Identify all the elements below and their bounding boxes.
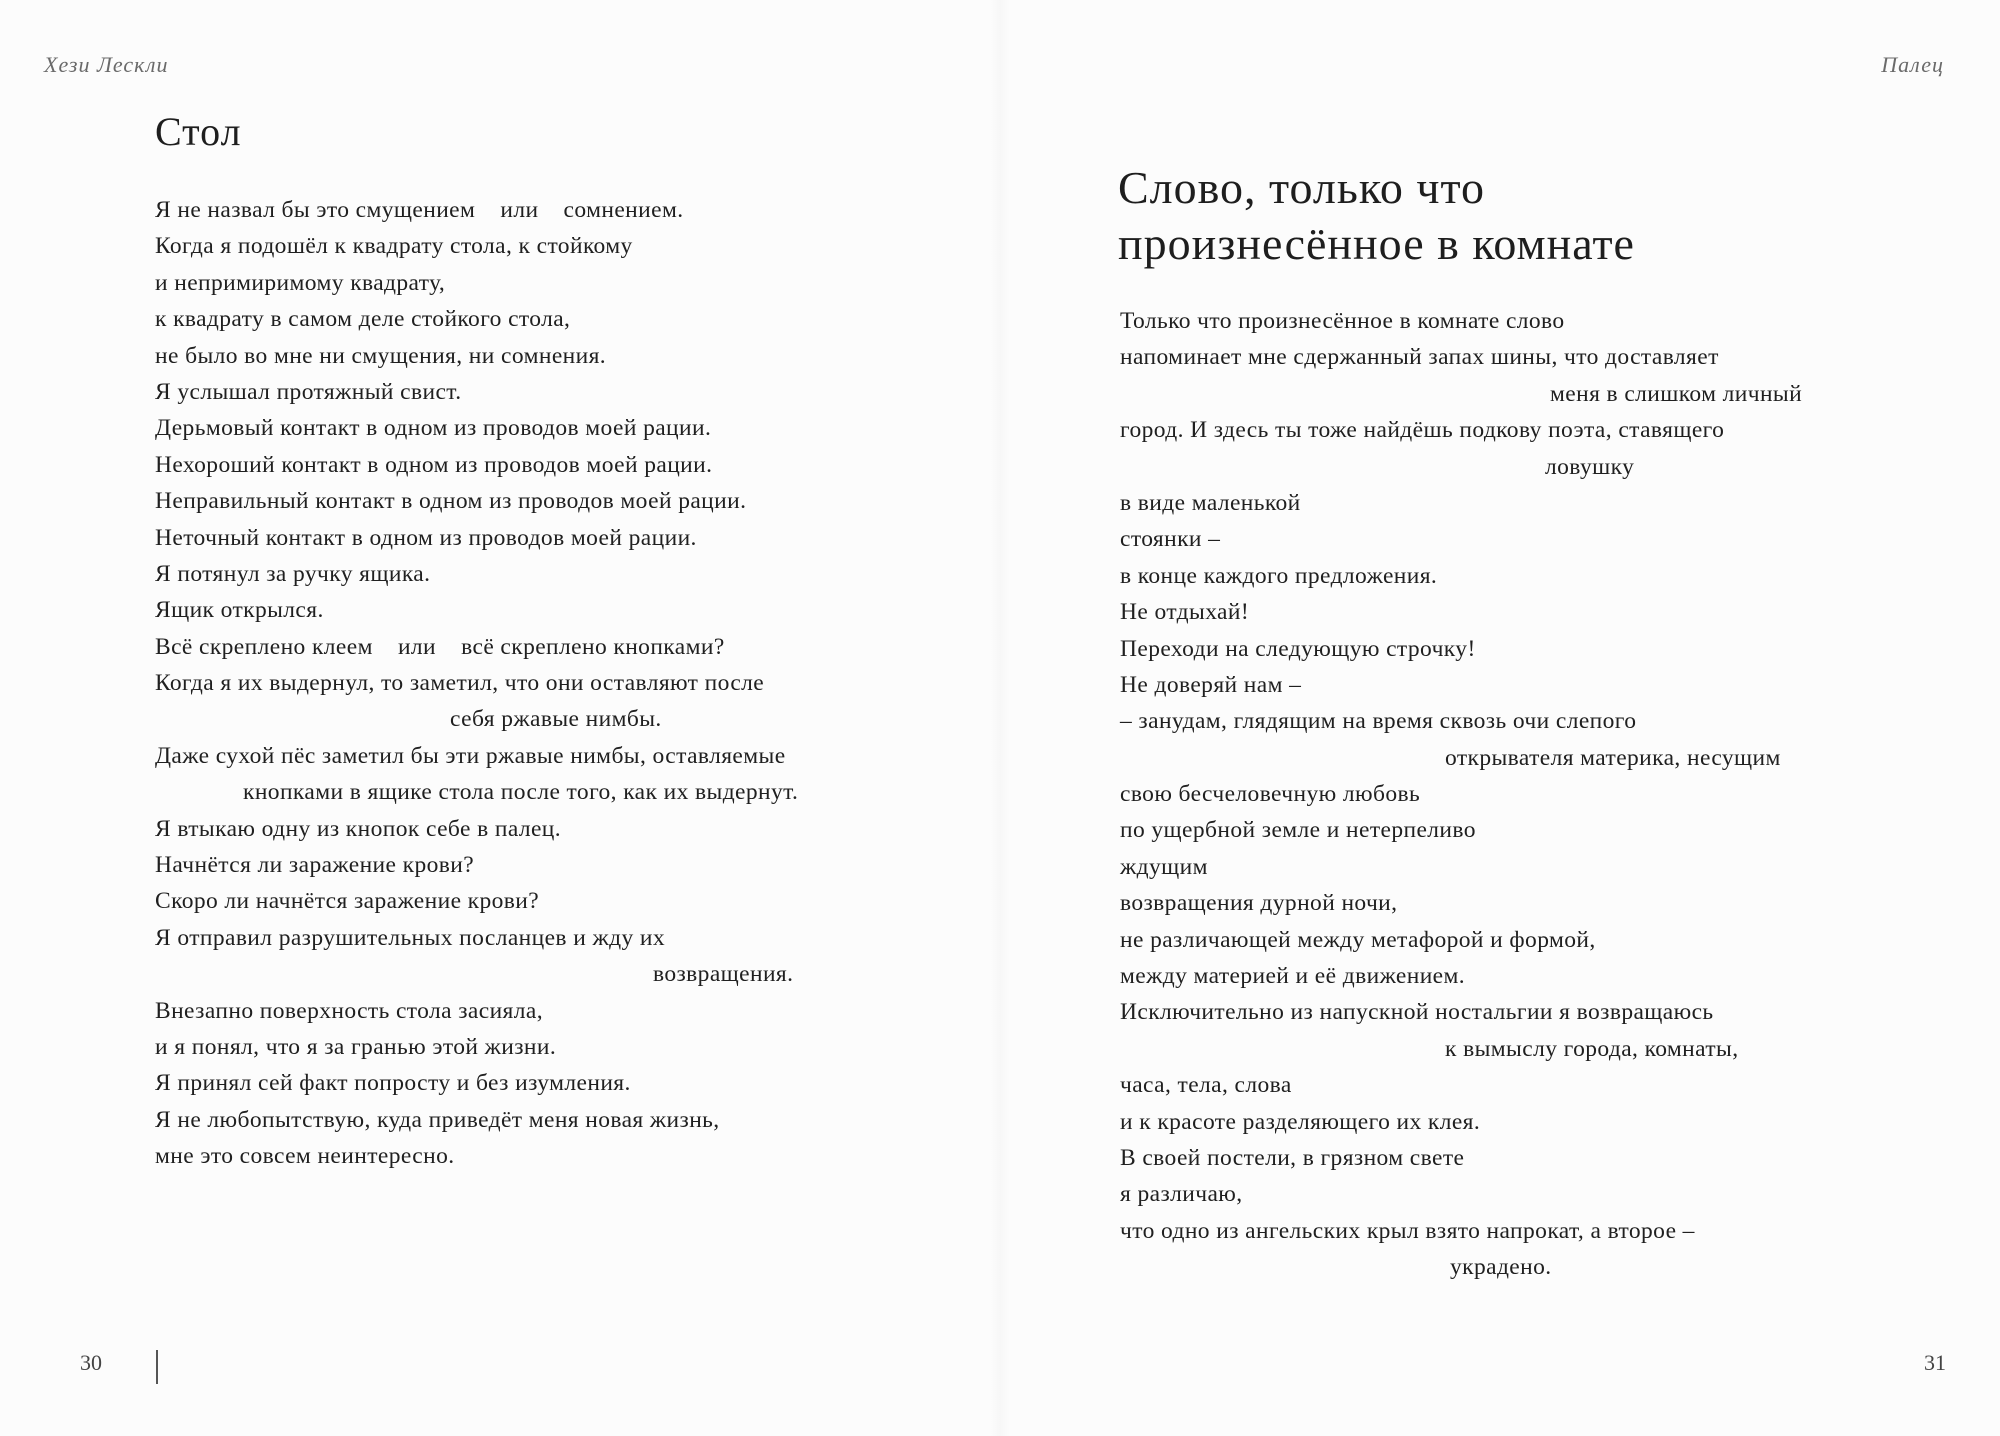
poem-line: не было во мне ни смущения, ни сомнения. (155, 342, 607, 369)
poem-line: кнопками в ящике стола после того, как их выдернут. (243, 779, 799, 806)
poem-line: Исключительно из напускной ностальгии я возвращаюсь (1120, 999, 1714, 1026)
poem-line: часа, тела, слова (1120, 1072, 1292, 1099)
poem-line: Когда я их выдернул, то заметил, что они оставляют после (155, 670, 765, 697)
poem-line: по ущербной земле и нетерпеливо (1120, 817, 1476, 844)
right-page (1000, 0, 2000, 1436)
poem-line: Когда я подошёл к квадрату стола, к стойкому (155, 233, 633, 260)
poem-line: Ящик открылся. (155, 597, 324, 624)
poem-title-line: Слово, только что (1118, 162, 1486, 213)
poem-line: к вымыслу города, комнаты, (1445, 1035, 1739, 1062)
poem-line: к квадрату в самом деле стойкого стола, (155, 306, 571, 333)
poem-line: и непримиримому квадрату, (155, 269, 446, 296)
poem-line: Нехороший контакт в одном из проводов моей рации. (155, 451, 713, 478)
page-number: 30 (80, 1350, 102, 1375)
poem-line: между материей и её движением. (1120, 963, 1466, 990)
poem-line: Я потянул за ручку ящика. (155, 560, 431, 587)
poem-line: я различаю, (1120, 1181, 1243, 1208)
poem-line: возвращения дурной ночи, (1120, 890, 1398, 917)
poem-line: Неправильный контакт в одном из проводов моей рации. (155, 488, 747, 515)
poem-line: Я отправил разрушительных посланцев и жду их (155, 924, 665, 951)
folio-rule (156, 1350, 158, 1384)
poem-title-line: произнесённое в комнате (1118, 218, 1635, 269)
poem-title: Стол (155, 109, 242, 154)
poem-line: Всё скреплено клеем или всё скреплено кнопками? (155, 633, 725, 660)
page-number: 31 (1924, 1350, 1946, 1375)
poem-line: меня в слишком личный (1550, 380, 1803, 407)
poem-line: Я втыкаю одну из кнопок себе в палец. (155, 815, 562, 842)
poem-line: возвращения. (653, 961, 794, 988)
poem-line: Не доверяй нам – (1120, 671, 1302, 698)
poem-line: себя ржавые нимбы. (450, 706, 662, 733)
poem-title (1118, 160, 1635, 272)
poem-line: Дерьмовый контакт в одном из проводов моей рации. (155, 415, 712, 442)
poem-line: открывателя материка, несущим (1445, 744, 1781, 771)
poem-line: в конце каждого предложения. (1120, 562, 1438, 589)
poem-line: Я услышал протяжный свист. (155, 378, 462, 405)
poem-line: Я не любопытствую, куда приведёт меня новая жизнь, (155, 1106, 720, 1133)
poem-line: что одно из ангельских крыл взято напрокат, а второе – (1120, 1217, 1695, 1244)
poem-line: Я принял сей факт попросту и без изумления. (155, 1070, 631, 1097)
poem-line: Переходи на следующую строчку! (1120, 635, 1476, 662)
poem-line: и к красоте разделяющего их клея. (1120, 1108, 1481, 1135)
poem-line: – занудам, глядящим на время сквозь очи слепого (1120, 708, 1637, 735)
poem-line: Скоро ли начнётся заражение крови? (155, 888, 540, 915)
running-head-book-title: Палец (1881, 52, 1944, 77)
poem-line: Даже сухой пёс заметил бы эти ржавые нимбы, оставляемые (155, 742, 786, 769)
poem-line: В своей постели, в грязном свете (1120, 1144, 1465, 1171)
poem-line: в виде маленькой (1120, 489, 1301, 516)
poem-line: Неточный контакт в одном из проводов моей рации. (155, 524, 697, 551)
poem-line: Не отдыхай! (1120, 599, 1250, 626)
poem-line: не различающей между метафорой и формой, (1120, 926, 1596, 953)
poem-line: украдено. (1450, 1254, 1552, 1281)
poem-line: мне это совсем неинтересно. (155, 1143, 455, 1170)
poem-line: стоянки – (1120, 526, 1221, 553)
running-head-author: Хези Лескли (44, 52, 169, 77)
poem-line: свою бесчеловечную любовь (1120, 781, 1421, 808)
poem-line: Я не назвал бы это смущением или сомнением. (155, 197, 684, 223)
poem-line: Начнётся ли заражение крови? (155, 852, 475, 879)
poem-line: город. И здесь ты тоже найдёшь подкову поэта, ставящего (1120, 417, 1725, 444)
poem-line: и я понял, что я за гранью этой жизни. (155, 1033, 557, 1060)
poem-line: Внезапно поверхность стола засияла, (155, 997, 543, 1024)
poem-line: Только что произнесённое в комнате слово (1120, 308, 1565, 334)
poem-line: напоминает мне сдержанный запах шины, что доставляет (1120, 344, 1719, 371)
poem-line: ловушку (1545, 453, 1635, 480)
poem-line: ждущим (1120, 853, 1208, 880)
poem-body (155, 192, 935, 1175)
poem-body (1120, 303, 1880, 1286)
